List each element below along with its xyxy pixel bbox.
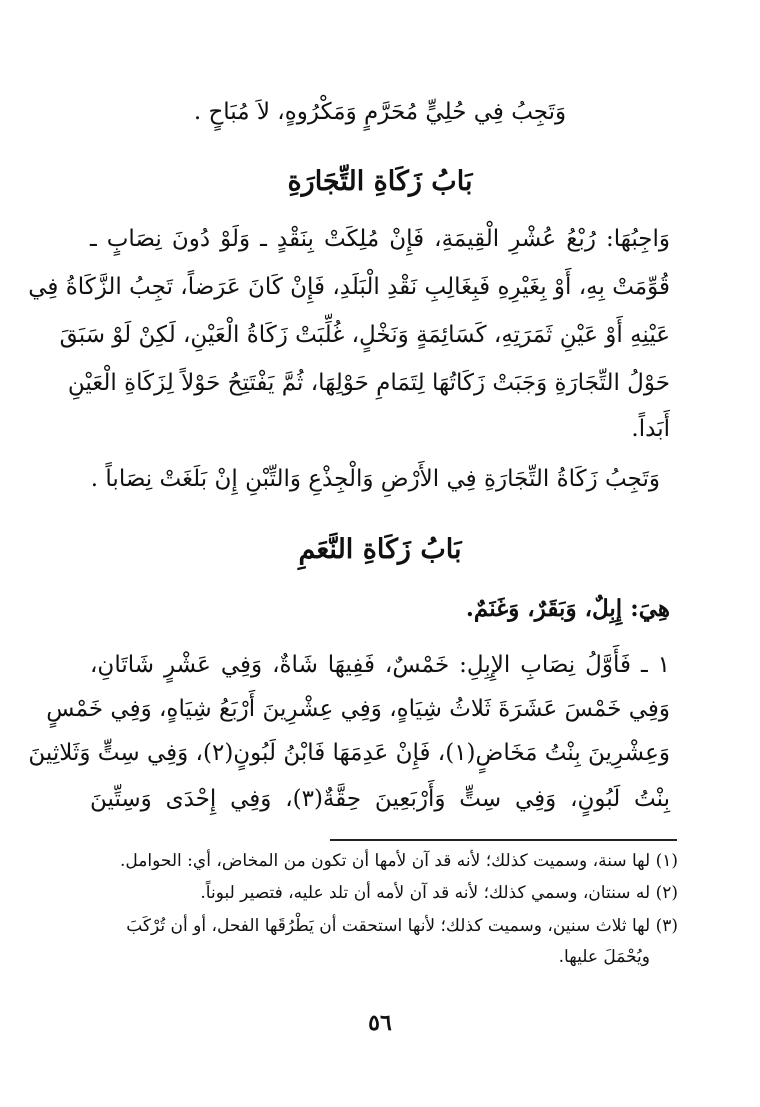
footnote-3: (٣) لها ثلاث سنين، وسميت كذلك؛ لأنها استحقت أن يَطْرُقَها الفحل، أو أن تُرْكَبَ [126, 916, 678, 936]
footnote-3-cont: ويُحْمَلَ عليها. [558, 947, 650, 967]
trade-para-line: عَيْنِهِ أَوْ عَيْنِ ثَمَرَتِهِ، كَسَائِمَةٍ وَنَخْلٍ، غُلِّبَتْ زَكَاةُ الْعَيْنِ، لَكِنْ لَوْ سَبَقَ [59, 322, 670, 348]
livestock-intro: هِيَ: إِبِلٌ، وَبَقَرٌ، وَغَنَمٌ. [465, 595, 670, 622]
footnote-1: (١) لها سنة، وسميت كذلك؛ لأنه قد آن لأمها أن تكون من المخاض، أي: الحوامل. [120, 851, 678, 871]
top-line: وَتَجِبُ فِي حُلِيٍّ مُحَرَّمٍ وَمَكْرُوهٍ، لاَ مُبَاحٍ . [193, 99, 567, 125]
trade-para-line: وَاجِبُهَا: رُبْعُ عُشْرِ الْقِيمَةِ، فَإِنْ مُلِكَتْ بِنَقْدٍ ـ وَلَوْ دُونَ نِصَابٍ ـ [90, 226, 670, 252]
trade-para-line: حَوْلُ التِّجَارَةِ وَجَبَتْ زَكَاتُهَا لِتَمَامِ حَوْلِهَا، ثُمَّ يَفْتَتِحُ حَوْلاً لِزَكَاةِ الْعَيْنِ [67, 370, 670, 396]
heading-trade-zakat: بَابُ زَكَاةِ التِّجَارَةِ [287, 166, 473, 197]
page-number: ٥٦ [368, 1010, 392, 1036]
heading-livestock-zakat: بَابُ زَكَاةِ النَّعَمِ [298, 534, 462, 565]
livestock-para-line: وَعِشْرِينَ بِنْتُ مَخَاضٍ(١)، فَإِنْ عَدِمَهَا فَابْنُ لَبُونٍ(٢)، وَفِي سِتٍّ وَثَلاثِينَ [28, 740, 670, 766]
trade-para-2: وَتَجِبُ زَكَاةُ التِّجَارَةِ فِي الأَرْضِ وَالْجِذْعِ وَالتِّبْنِ إِنْ بَلَغَتْ نِصَاباً . [90, 466, 660, 492]
trade-para-line: قُوِّمَتْ بِهِ، أَوْ بِغَيْرِهِ فَبِغَالِبِ نَقْدِ الْبَلَدِ، فَإِنْ كَانَ عَرَضاً، تَجِبُ الزَّكَاةُ فِي [28, 274, 670, 300]
footnote-2: (٢) له سنتان، وسمي كذلك؛ لأنه قد آن لأمه أن تلد عليه، فتصير لبوناً. [200, 883, 678, 903]
footnote-separator [330, 839, 677, 841]
livestock-para-line: وَفِي خَمْسَ عَشَرَةَ ثَلاثُ شِيَاهٍ، وَفِي عِشْرِينَ أَرْبَعُ شِيَاهٍ، وَفِي خَمْسٍ [46, 696, 670, 722]
trade-para-line: أَبَداً. [631, 416, 670, 442]
livestock-para-line: بِنْتُ لَبُونٍ، وَفِي سِتٍّ وَأَرْبَعِينَ حِقَّةٌ(٣)، وَفِي إِحْدَى وَسِتِّينَ [90, 786, 670, 812]
livestock-para-line: ١ ـ فَأَوَّلُ نِصَابِ الإِبِلِ: خَمْسٌ، فَفِيهَا شَاةٌ، وَفِي عَشْرٍ شَاتَانِ، [90, 652, 670, 678]
